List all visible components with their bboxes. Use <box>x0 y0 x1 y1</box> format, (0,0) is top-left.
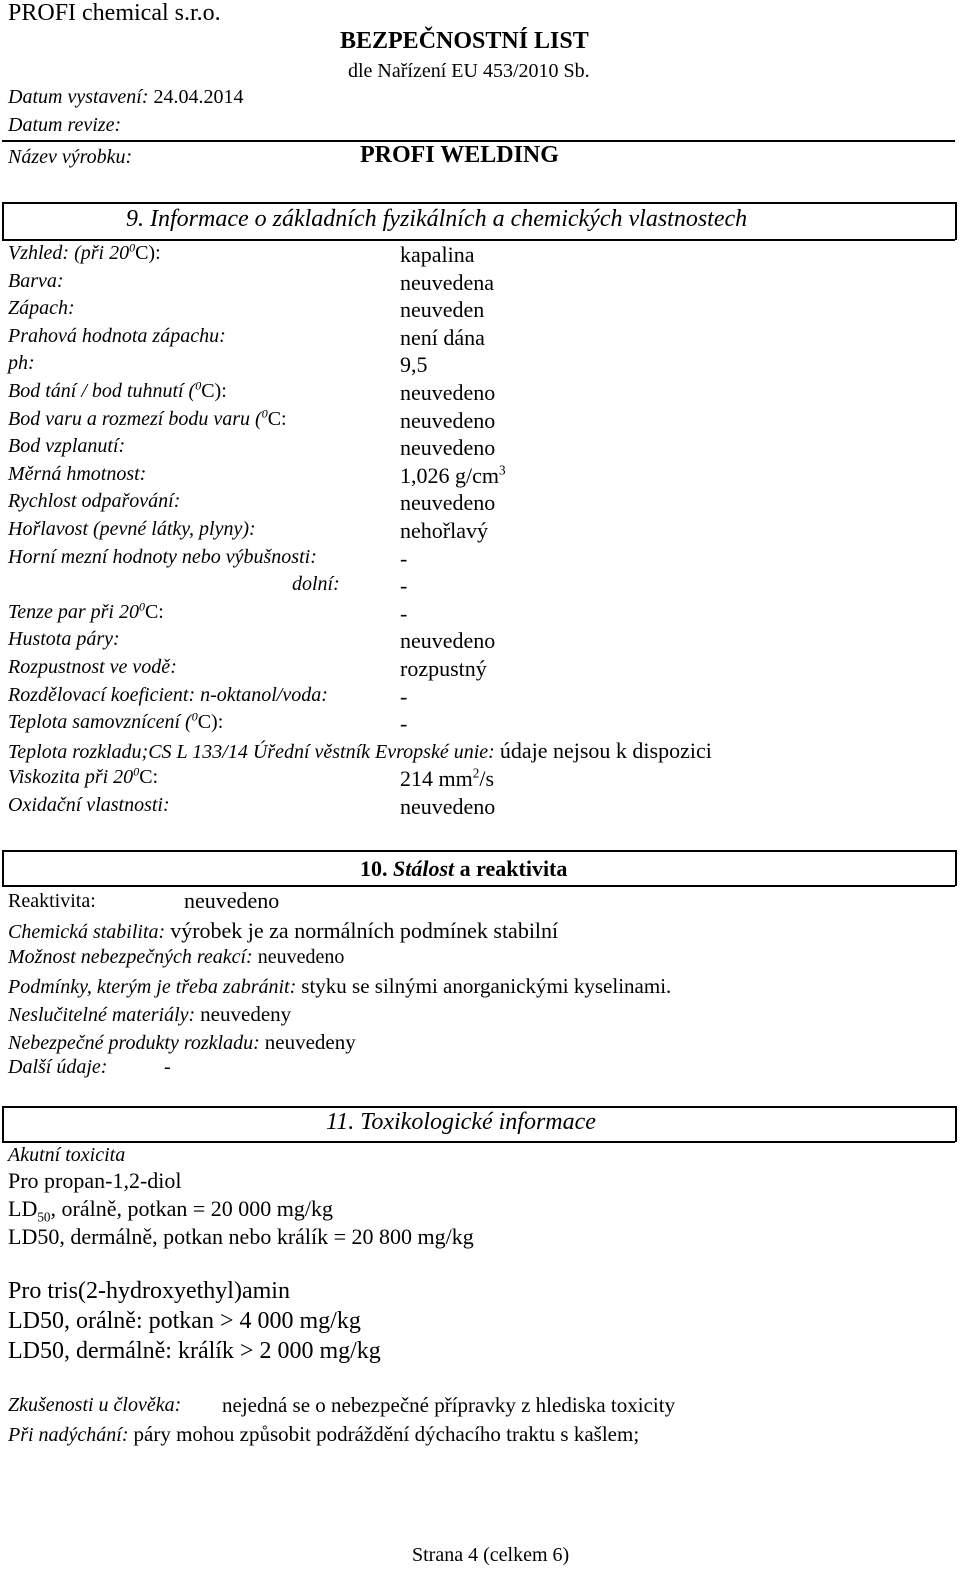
property-value <box>400 601 407 627</box>
propanediol-title: Pro propan-1,2-diol <box>8 1168 182 1193</box>
property-value <box>400 242 475 268</box>
property-row <box>8 380 948 406</box>
property-label-text: ph: <box>8 352 35 375</box>
property-label-text: Oxidační vlastnosti: <box>8 794 170 816</box>
property-label <box>8 352 35 375</box>
reactivity-label: Reaktivita: <box>8 890 96 912</box>
property-label-text: Horní mezní hodnoty nebo výbušnosti: <box>8 545 317 568</box>
section10-bottom-border <box>2 885 955 887</box>
property-value <box>400 573 407 599</box>
section10-title-italic: Stálost <box>393 856 455 881</box>
section11-left-border <box>2 1106 4 1142</box>
issue-date-row <box>8 86 244 109</box>
inhalation-value: páry mohou způsobit podráždění dýchacího traktu s kašlem; <box>133 1422 640 1446</box>
decomposition-row <box>8 738 712 764</box>
property-row <box>8 601 948 627</box>
property-value-text: neuvedeno <box>400 435 496 461</box>
product-name-label: Název výrobku: <box>8 146 133 168</box>
tris-title: Pro tris(2-hydroxyethyl)amin <box>8 1278 290 1304</box>
property-row <box>8 242 948 268</box>
property-row <box>8 656 948 682</box>
incompatible-label: Neslučitelné materiály: <box>8 1004 196 1026</box>
inhalation-row <box>8 1422 639 1447</box>
property-value <box>400 463 506 489</box>
conditions-avoid-row <box>8 974 671 999</box>
other-info-value: - <box>164 1056 171 1078</box>
section10-right-border <box>955 850 957 886</box>
stability-row <box>8 918 558 944</box>
property-label-text: Prahová hodnota zápachu: <box>8 324 226 347</box>
section11-top-border <box>2 1106 955 1108</box>
property-value <box>400 656 487 682</box>
property-value-text: - <box>400 545 408 571</box>
page-number: Strana 4 (celkem 6) <box>412 1544 570 1566</box>
property-label <box>8 601 164 624</box>
property-label-text: Bod tání / bod tuhnutí ( <box>8 380 196 402</box>
property-value-text: - <box>400 600 408 626</box>
property-label <box>8 794 170 817</box>
other-info-row <box>8 1056 171 1079</box>
property-row <box>8 546 948 572</box>
property-row <box>8 270 948 296</box>
section10-title-rest: a reaktivita <box>459 856 568 881</box>
property-value-text: neuvedeno <box>400 380 496 405</box>
tris-ld-oral: LD50, orálně: potkan > 4 000 mg/kg <box>8 1308 361 1334</box>
property-value-text: neuvedeno <box>400 407 496 433</box>
property-value <box>400 628 495 654</box>
property-label <box>8 242 161 265</box>
property-value <box>400 684 407 710</box>
property-value-text: 1,026 g/cm <box>400 462 499 488</box>
property-label-unit: C): <box>135 242 161 264</box>
issue-date-value: 24.04.2014 <box>153 86 244 108</box>
reactivity-row <box>8 888 280 913</box>
property-value <box>400 518 488 544</box>
conditions-avoid-value: styku se silnými anorganickými kyselinami. <box>301 974 672 998</box>
property-label-text: Bod vzplanutí: <box>8 435 126 458</box>
human-experience-value: nejedná se o nebezpečné přípravky z hlediska toxicity <box>222 1393 676 1417</box>
property-row <box>8 518 948 544</box>
property-label <box>8 766 158 789</box>
property-label <box>8 297 75 320</box>
property-row <box>8 711 948 737</box>
human-experience-row <box>8 1393 676 1417</box>
property-value-text: neuvedeno <box>400 628 496 654</box>
property-label-text: Teplota samovznícení ( <box>8 711 192 734</box>
property-row <box>8 628 948 654</box>
stability-label: Chemická stabilita: <box>8 921 166 943</box>
regulation-ref: dle Nařízení EU 453/2010 Sb. <box>348 60 590 82</box>
decomposition-products-row <box>8 1030 356 1055</box>
section9-top-border <box>2 202 955 204</box>
property-value-text: - <box>400 683 408 709</box>
property-label-sup: 0 <box>133 764 140 779</box>
section10-left-border <box>2 850 4 886</box>
property-label-text: Barva: <box>8 269 64 292</box>
property-label-text: Rozpustnost ve vodě: <box>8 656 177 678</box>
property-row <box>8 794 948 820</box>
property-value-text: kapalina <box>400 242 475 267</box>
decomposition-value: údaje nejsou k dispozici <box>499 738 712 763</box>
property-label-text: Rychlost odpařování: <box>8 490 181 513</box>
property-row <box>8 573 948 599</box>
propanediol-ld-suffix: , orálně, potkan = 20 000 mg/kg <box>50 1196 333 1221</box>
conditions-avoid-label: Podmínky, kterým je třeba zabránit: <box>8 976 297 998</box>
property-label <box>8 546 317 569</box>
property-label-text: Vzhled: (při 20 <box>8 242 130 264</box>
decomposition-products-label: Nebezpečné produkty rozkladu: <box>8 1032 260 1054</box>
decomposition-products-value: neuvedeny <box>264 1030 356 1054</box>
property-label <box>8 380 227 403</box>
property-value-text: - <box>400 573 408 599</box>
section11-right-border <box>955 1106 957 1142</box>
property-value <box>400 435 495 461</box>
property-value-unit: /s <box>479 766 495 791</box>
inhalation-label: Při nadýchání: <box>8 1424 129 1446</box>
property-label <box>292 573 340 596</box>
property-value-text: neuvedeno <box>400 794 496 819</box>
property-label-unit: C: <box>267 407 287 430</box>
hazardous-reactions-label: Možnost nebezpečných reakcí: <box>8 946 253 968</box>
human-experience-label: Zkušenosti u člověka: <box>8 1394 182 1416</box>
property-label <box>8 656 177 679</box>
property-value <box>400 352 428 378</box>
property-row <box>8 297 948 323</box>
section11-bottom-border <box>2 1141 955 1143</box>
property-label-text: Rozdělovací koeficient: n-oktanol/voda: <box>8 683 328 706</box>
property-row <box>8 490 948 516</box>
decomposition-label: Teplota rozkladu;CS L 133/14 Úřední věstník Evropské unie: <box>8 741 495 763</box>
property-label-sup: 0 <box>261 405 268 420</box>
property-label-text: Bod varu a rozmezí bodu varu ( <box>8 407 262 430</box>
property-row <box>8 352 948 378</box>
property-value-text: neuvedena <box>400 269 495 295</box>
section9-bottom-border <box>2 239 955 241</box>
property-label-text: Tenze par při 20 <box>8 600 139 623</box>
section9-right-border <box>955 202 957 240</box>
property-value-text: 9,5 <box>400 352 428 378</box>
incompatible-row <box>8 1002 291 1027</box>
property-value <box>400 297 484 323</box>
property-value <box>400 711 407 737</box>
property-row <box>8 766 948 792</box>
section10-top-border <box>2 850 955 852</box>
stability-value: výrobek je za normálních podmínek stabilní <box>170 918 559 943</box>
property-label-unit: C: <box>144 600 164 623</box>
property-label-unit: C): <box>201 380 227 402</box>
property-row <box>8 325 948 351</box>
property-row <box>8 435 948 461</box>
property-value-text: rozpustný <box>400 656 487 681</box>
property-label-sup: 0 <box>138 599 145 614</box>
property-label-sup: 0 <box>191 709 198 724</box>
property-label <box>8 711 223 734</box>
section11-title: 11. Toxikologické informace <box>326 1109 596 1135</box>
property-value-sup: 2 <box>472 765 480 781</box>
property-label <box>8 463 146 486</box>
property-label-text: Zápach: <box>8 297 75 320</box>
product-name: PROFI WELDING <box>360 142 559 168</box>
property-value-text: není dána <box>400 324 485 350</box>
acute-toxicity-label: Akutní toxicita <box>8 1144 126 1166</box>
property-value <box>400 794 495 820</box>
property-label-unit: C): <box>197 711 224 734</box>
property-value <box>400 490 495 516</box>
property-label-text: dolní: <box>292 573 340 596</box>
property-value-text: neuveden <box>400 297 485 323</box>
property-value <box>400 380 495 406</box>
property-label-sup: 0 <box>195 378 202 393</box>
document-title: BEZPEČNOSTNÍ LIST <box>340 28 589 54</box>
issue-date-label: Datum vystavení: <box>8 86 149 108</box>
section10-title <box>360 856 567 882</box>
revision-date-label: Datum revize: <box>8 114 122 136</box>
hazardous-reactions-value: neuvedeno <box>257 946 345 968</box>
other-info-label: Další údaje: <box>8 1056 108 1078</box>
property-label-unit: C: <box>139 766 159 788</box>
section10-title-num: 10. <box>360 856 388 881</box>
section9-title: 9. Informace o základních fyzikálních a chemických vlastnostech <box>126 206 748 232</box>
property-row <box>8 463 948 489</box>
section9-left-border <box>2 202 4 240</box>
property-value-text: - <box>400 711 408 737</box>
property-label <box>8 325 226 348</box>
property-label <box>8 490 180 513</box>
property-label <box>8 684 328 707</box>
property-label-sup: 0 <box>129 240 136 255</box>
propanediol-ld-oral <box>8 1196 333 1225</box>
property-row <box>8 684 948 710</box>
incompatible-value: neuvedeny <box>200 1002 292 1026</box>
hazardous-reactions-row <box>8 946 344 969</box>
propanediol-ld-prefix: LD <box>8 1196 38 1221</box>
property-label <box>8 270 64 293</box>
property-value <box>400 270 494 296</box>
propanediol-ld-dermal: LD50, dermálně, potkan nebo králík = 20 800 mg/kg <box>8 1224 474 1249</box>
company-name: PROFI chemical s.r.o. <box>8 0 221 26</box>
property-row <box>8 405 948 434</box>
property-label-text: Hořlavost (pevné látky, plyny): <box>8 518 256 540</box>
property-value-sup: 3 <box>499 462 506 478</box>
property-value <box>400 408 495 434</box>
property-value-text: neuvedeno <box>400 490 496 516</box>
property-value <box>400 325 485 351</box>
property-label <box>8 628 120 651</box>
property-value <box>400 546 407 572</box>
property-label-text: Hustota páry: <box>8 628 120 651</box>
property-label <box>8 405 287 431</box>
property-label-text: Měrná hmotnost: <box>8 462 147 485</box>
property-value-text: 214 mm <box>400 766 473 791</box>
property-label <box>8 435 125 458</box>
reactivity-value: neuvedeno <box>184 888 280 913</box>
property-value-text: nehořlavý <box>400 518 488 543</box>
property-label-text: Viskozita při 20 <box>8 766 134 788</box>
property-label <box>8 518 256 541</box>
propanediol-ld-sub: 50 <box>37 1209 51 1225</box>
tris-ld-dermal: LD50, dermálně: králík > 2 000 mg/kg <box>8 1338 381 1364</box>
property-value <box>400 766 494 792</box>
